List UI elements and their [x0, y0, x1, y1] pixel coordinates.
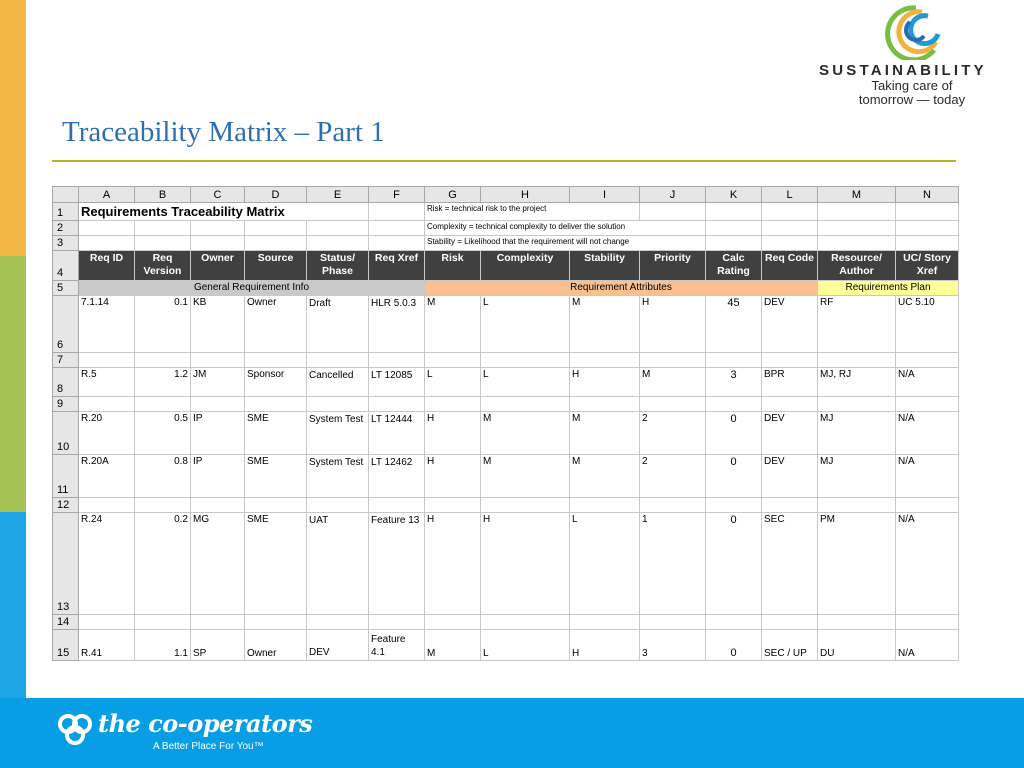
cell-req-code[interactable]: SEC / UP — [762, 630, 818, 661]
cell[interactable] — [570, 498, 640, 513]
note-complexity[interactable]: Complexity = technical complexity to deliver the solution — [425, 221, 706, 236]
note-stability[interactable]: Stability = Likelihood that the requirement will not change — [425, 236, 706, 251]
column-header[interactable]: M — [818, 187, 896, 203]
cell-req-version[interactable]: 1.2 — [135, 368, 191, 397]
cell[interactable] — [896, 221, 959, 236]
cell-req-xref[interactable]: Feature 4.1 — [369, 630, 425, 661]
row-number[interactable]: 7 — [53, 353, 79, 368]
slide-title: Traceability Matrix – Part 1 — [62, 116, 385, 148]
row-number[interactable]: 15 — [53, 630, 79, 661]
cell[interactable] — [706, 221, 762, 236]
cell-complexity[interactable]: M — [481, 455, 570, 498]
cell[interactable] — [245, 615, 307, 630]
cell-req-version[interactable]: 0.5 — [135, 412, 191, 455]
cell[interactable] — [135, 615, 191, 630]
cell[interactable] — [818, 615, 896, 630]
section-attributes[interactable]: Requirement Attributes — [425, 281, 818, 296]
cell[interactable] — [191, 221, 245, 236]
cell-uc-xref[interactable]: N/A — [896, 630, 959, 661]
cell[interactable] — [307, 397, 369, 412]
column-header[interactable]: E — [307, 187, 369, 203]
cell[interactable] — [762, 236, 818, 251]
cell-req-xref[interactable]: HLR 5.0.3 — [369, 296, 425, 353]
cell[interactable] — [191, 615, 245, 630]
cell-req-code[interactable]: DEV — [762, 412, 818, 455]
header-row — [53, 251, 959, 281]
cell-risk[interactable]: M — [425, 630, 481, 661]
note-risk[interactable]: Risk = technical risk to the project — [425, 203, 640, 221]
cell-priority[interactable]: M — [640, 368, 706, 397]
row-number[interactable]: 12 — [53, 498, 79, 513]
column-header[interactable]: C — [191, 187, 245, 203]
cell[interactable] — [706, 498, 762, 513]
cell-status[interactable]: Cancelled — [307, 368, 369, 397]
cell-uc-xref[interactable]: N/A — [896, 412, 959, 455]
cell[interactable] — [570, 353, 640, 368]
cell[interactable] — [762, 353, 818, 368]
column-header[interactable]: H — [481, 187, 570, 203]
cell[interactable] — [135, 498, 191, 513]
cell-resource[interactable]: MJ, RJ — [818, 368, 896, 397]
cell[interactable] — [706, 353, 762, 368]
cell[interactable] — [79, 397, 135, 412]
left-strip-orange — [0, 0, 26, 256]
row-number[interactable]: 11 — [53, 455, 79, 498]
cell[interactable] — [307, 236, 369, 251]
cell-resource[interactable]: RF — [818, 296, 896, 353]
section-general[interactable]: General Requirement Info — [79, 281, 425, 296]
cell-source[interactable]: SME — [245, 513, 307, 615]
cell-priority[interactable]: 2 — [640, 455, 706, 498]
cell-source[interactable]: Owner — [245, 630, 307, 661]
column-header[interactable]: J — [640, 187, 706, 203]
cell-stability[interactable]: H — [570, 368, 640, 397]
cell-req-id[interactable]: 7.1.14 — [79, 296, 135, 353]
cell-owner[interactable]: KB — [191, 296, 245, 353]
sheet-row — [53, 236, 959, 251]
cell[interactable] — [191, 397, 245, 412]
cell-calc-rating[interactable]: 0 — [706, 630, 762, 661]
header-cell[interactable]: Resource/ Author — [818, 251, 896, 281]
cell[interactable] — [369, 203, 425, 221]
co-operators-logo-icon — [56, 712, 96, 746]
sheet-corner — [53, 187, 79, 203]
cell-source[interactable]: Owner — [245, 296, 307, 353]
cell[interactable] — [481, 397, 570, 412]
cell[interactable] — [79, 236, 135, 251]
sheet-row — [53, 353, 959, 368]
cell[interactable] — [135, 397, 191, 412]
cell[interactable] — [706, 615, 762, 630]
header-cell[interactable]: Calc Rating — [706, 251, 762, 281]
cell-risk[interactable]: H — [425, 455, 481, 498]
cell-req-version[interactable]: 0.1 — [135, 296, 191, 353]
table-row — [53, 296, 959, 353]
cell-status[interactable]: DEV — [307, 630, 369, 661]
row-number[interactable]: 13 — [53, 513, 79, 615]
cell[interactable] — [896, 203, 959, 221]
cell[interactable] — [640, 203, 706, 221]
row-number[interactable]: 5 — [53, 281, 79, 296]
co-operators-tagline: A Better Place For You™ — [153, 741, 264, 752]
cell-owner[interactable]: JM — [191, 368, 245, 397]
cell-complexity[interactable]: L — [481, 630, 570, 661]
co-operators-wordmark: the co-operators — [98, 709, 313, 738]
cell[interactable] — [896, 397, 959, 412]
header-cell[interactable]: Req Xref — [369, 251, 425, 281]
cell-req-id[interactable]: R.41 — [79, 630, 135, 661]
section-row — [53, 281, 959, 296]
cell[interactable] — [307, 615, 369, 630]
row-number[interactable]: 2 — [53, 221, 79, 236]
tagline-line-2: tomorrow — today — [858, 92, 966, 107]
cell[interactable] — [762, 498, 818, 513]
cell-calc-rating[interactable]: 0 — [706, 412, 762, 455]
cell[interactable] — [135, 221, 191, 236]
cell-req-code[interactable]: BPR — [762, 368, 818, 397]
sheet-row — [53, 397, 959, 412]
sheet-row — [53, 615, 959, 630]
cell-req-version[interactable]: 0.2 — [135, 513, 191, 615]
sheet-title-cell[interactable]: Requirements Traceability Matrix — [79, 203, 369, 221]
cell-priority[interactable]: 3 — [640, 630, 706, 661]
cell-status[interactable]: System Test — [307, 412, 369, 455]
column-header[interactable]: I — [570, 187, 640, 203]
cell[interactable] — [762, 221, 818, 236]
cell[interactable] — [245, 498, 307, 513]
cell[interactable] — [369, 236, 425, 251]
cell[interactable] — [369, 615, 425, 630]
cell-owner[interactable]: SP — [191, 630, 245, 661]
cell-req-id[interactable]: R.5 — [79, 368, 135, 397]
header-cell[interactable]: UC/ Story Xref — [896, 251, 959, 281]
cell-uc-xref[interactable]: UC 5.10 — [896, 296, 959, 353]
cell-resource[interactable]: MJ — [818, 455, 896, 498]
cell[interactable] — [896, 236, 959, 251]
cell[interactable] — [896, 615, 959, 630]
cell-priority[interactable]: H — [640, 296, 706, 353]
cell-priority[interactable]: 2 — [640, 412, 706, 455]
cell-req-id[interactable]: R.20 — [79, 412, 135, 455]
cell[interactable] — [818, 498, 896, 513]
cell[interactable] — [481, 615, 570, 630]
cell[interactable] — [425, 498, 481, 513]
cell[interactable] — [818, 221, 896, 236]
cell[interactable] — [570, 397, 640, 412]
header-cell[interactable]: Owner — [191, 251, 245, 281]
sheet-row — [53, 203, 959, 221]
section-plan[interactable]: Requirements Plan — [818, 281, 959, 296]
cell-req-code[interactable]: DEV — [762, 296, 818, 353]
table-row — [53, 455, 959, 498]
cell[interactable] — [369, 397, 425, 412]
cell[interactable] — [640, 498, 706, 513]
cell[interactable] — [369, 353, 425, 368]
cell-complexity[interactable]: H — [481, 513, 570, 615]
cell[interactable] — [135, 236, 191, 251]
cell[interactable] — [818, 203, 896, 221]
cell-owner[interactable]: MG — [191, 513, 245, 615]
traceability-sheet — [52, 186, 959, 661]
column-header[interactable]: K — [706, 187, 762, 203]
cell-status[interactable]: System Test — [307, 455, 369, 498]
cell[interactable] — [481, 498, 570, 513]
header-cell[interactable]: Req Version — [135, 251, 191, 281]
header-cell[interactable]: Source — [245, 251, 307, 281]
row-number[interactable]: 10 — [53, 412, 79, 455]
header-cell[interactable]: Stability — [570, 251, 640, 281]
cell[interactable] — [307, 221, 369, 236]
cell-risk[interactable]: H — [425, 412, 481, 455]
column-header[interactable]: A — [79, 187, 135, 203]
column-header[interactable]: F — [369, 187, 425, 203]
cell[interactable] — [481, 353, 570, 368]
cell-owner[interactable]: IP — [191, 412, 245, 455]
cell[interactable] — [425, 615, 481, 630]
sheet-row — [53, 498, 959, 513]
cell[interactable] — [191, 498, 245, 513]
cell[interactable] — [762, 397, 818, 412]
cell-stability[interactable]: M — [570, 455, 640, 498]
cell-complexity[interactable]: M — [481, 412, 570, 455]
cell[interactable] — [818, 236, 896, 251]
header-cell[interactable]: Risk — [425, 251, 481, 281]
cell-stability[interactable]: M — [570, 412, 640, 455]
cell-calc-rating[interactable]: 0 — [706, 513, 762, 615]
cell[interactable] — [369, 498, 425, 513]
cell-source[interactable]: Sponsor — [245, 368, 307, 397]
row-number[interactable]: 1 — [53, 203, 79, 221]
cell-resource[interactable]: MJ — [818, 412, 896, 455]
column-header[interactable]: D — [245, 187, 307, 203]
cell-uc-xref[interactable]: N/A — [896, 513, 959, 615]
header-cell[interactable]: Status/ Phase — [307, 251, 369, 281]
sustainability-tagline — [842, 79, 982, 107]
cell[interactable] — [706, 203, 762, 221]
tagline-line-1: Taking care of — [871, 78, 953, 93]
cell[interactable] — [706, 236, 762, 251]
column-header[interactable]: N — [896, 187, 959, 203]
row-number[interactable]: 8 — [53, 368, 79, 397]
cell[interactable] — [640, 615, 706, 630]
cell-req-version[interactable]: 1.1 — [135, 630, 191, 661]
sheet-row — [53, 221, 959, 236]
row-number[interactable]: 6 — [53, 296, 79, 353]
cell-resource[interactable]: PM — [818, 513, 896, 615]
header-cell[interactable]: Complexity — [481, 251, 570, 281]
cell[interactable] — [640, 353, 706, 368]
cell-risk[interactable]: M — [425, 296, 481, 353]
row-number[interactable]: 9 — [53, 397, 79, 412]
cell-req-id[interactable]: R.24 — [79, 513, 135, 615]
cell[interactable] — [191, 236, 245, 251]
cell[interactable] — [570, 615, 640, 630]
cell-priority[interactable]: 1 — [640, 513, 706, 615]
cell-req-code[interactable]: SEC — [762, 513, 818, 615]
column-header[interactable]: L — [762, 187, 818, 203]
column-header[interactable]: G — [425, 187, 481, 203]
cell[interactable] — [818, 353, 896, 368]
cell[interactable] — [706, 397, 762, 412]
cell-resource[interactable]: DU — [818, 630, 896, 661]
sustainability-wordmark: SUSTAINABILITY — [819, 62, 987, 79]
row-number[interactable]: 4 — [53, 251, 79, 281]
cell-uc-xref[interactable]: N/A — [896, 368, 959, 397]
cell-risk[interactable]: L — [425, 368, 481, 397]
cell-req-xref[interactable]: LT 12444 — [369, 412, 425, 455]
cell[interactable] — [79, 353, 135, 368]
table-row — [53, 368, 959, 397]
cell[interactable] — [896, 498, 959, 513]
cell-req-code[interactable]: DEV — [762, 455, 818, 498]
cell[interactable] — [369, 221, 425, 236]
cell-req-xref[interactable]: LT 12462 — [369, 455, 425, 498]
cell-stability[interactable]: L — [570, 513, 640, 615]
title-divider — [52, 160, 956, 162]
header-cell[interactable]: Req ID — [79, 251, 135, 281]
cell[interactable] — [762, 615, 818, 630]
cell[interactable] — [818, 397, 896, 412]
cell-risk[interactable]: H — [425, 513, 481, 615]
header-cell[interactable]: Req Code — [762, 251, 818, 281]
cell-req-xref[interactable]: LT 12085 — [369, 368, 425, 397]
cell-stability[interactable]: H — [570, 630, 640, 661]
column-header-row — [53, 187, 959, 203]
cell-uc-xref[interactable]: N/A — [896, 455, 959, 498]
cell-calc-rating[interactable]: 3 — [706, 368, 762, 397]
cell[interactable] — [762, 203, 818, 221]
cell-calc-rating[interactable]: 0 — [706, 455, 762, 498]
table-row — [53, 412, 959, 455]
row-number[interactable]: 14 — [53, 615, 79, 630]
cell-status[interactable]: UAT — [307, 513, 369, 615]
cell[interactable] — [245, 397, 307, 412]
header-cell[interactable]: Priority — [640, 251, 706, 281]
cell-complexity[interactable]: L — [481, 296, 570, 353]
cell[interactable] — [79, 498, 135, 513]
cell-source[interactable]: SME — [245, 455, 307, 498]
cell[interactable] — [425, 397, 481, 412]
cell[interactable] — [245, 353, 307, 368]
table-row — [53, 513, 959, 615]
cell-stability[interactable]: M — [570, 296, 640, 353]
sustainability-logo-icon — [876, 2, 946, 60]
column-header[interactable]: B — [135, 187, 191, 203]
cell[interactable] — [135, 353, 191, 368]
cell[interactable] — [307, 498, 369, 513]
cell[interactable] — [245, 236, 307, 251]
cell-req-id[interactable]: R.20A — [79, 455, 135, 498]
cell[interactable] — [425, 353, 481, 368]
cell-req-xref[interactable]: Feature 13 — [369, 513, 425, 615]
cell[interactable] — [640, 397, 706, 412]
row-number[interactable]: 3 — [53, 236, 79, 251]
cell[interactable] — [896, 353, 959, 368]
cell[interactable] — [79, 221, 135, 236]
left-strip-green — [0, 256, 26, 512]
cell[interactable] — [245, 221, 307, 236]
cell-complexity[interactable]: L — [481, 368, 570, 397]
cell-source[interactable]: SME — [245, 412, 307, 455]
cell-calc-rating[interactable]: 45 — [706, 296, 762, 353]
cell-status[interactable]: Draft — [307, 296, 369, 353]
cell[interactable] — [79, 615, 135, 630]
cell[interactable] — [191, 353, 245, 368]
cell-req-version[interactable]: 0.8 — [135, 455, 191, 498]
cell[interactable] — [307, 353, 369, 368]
cell-owner[interactable]: IP — [191, 455, 245, 498]
table-row — [53, 630, 959, 661]
